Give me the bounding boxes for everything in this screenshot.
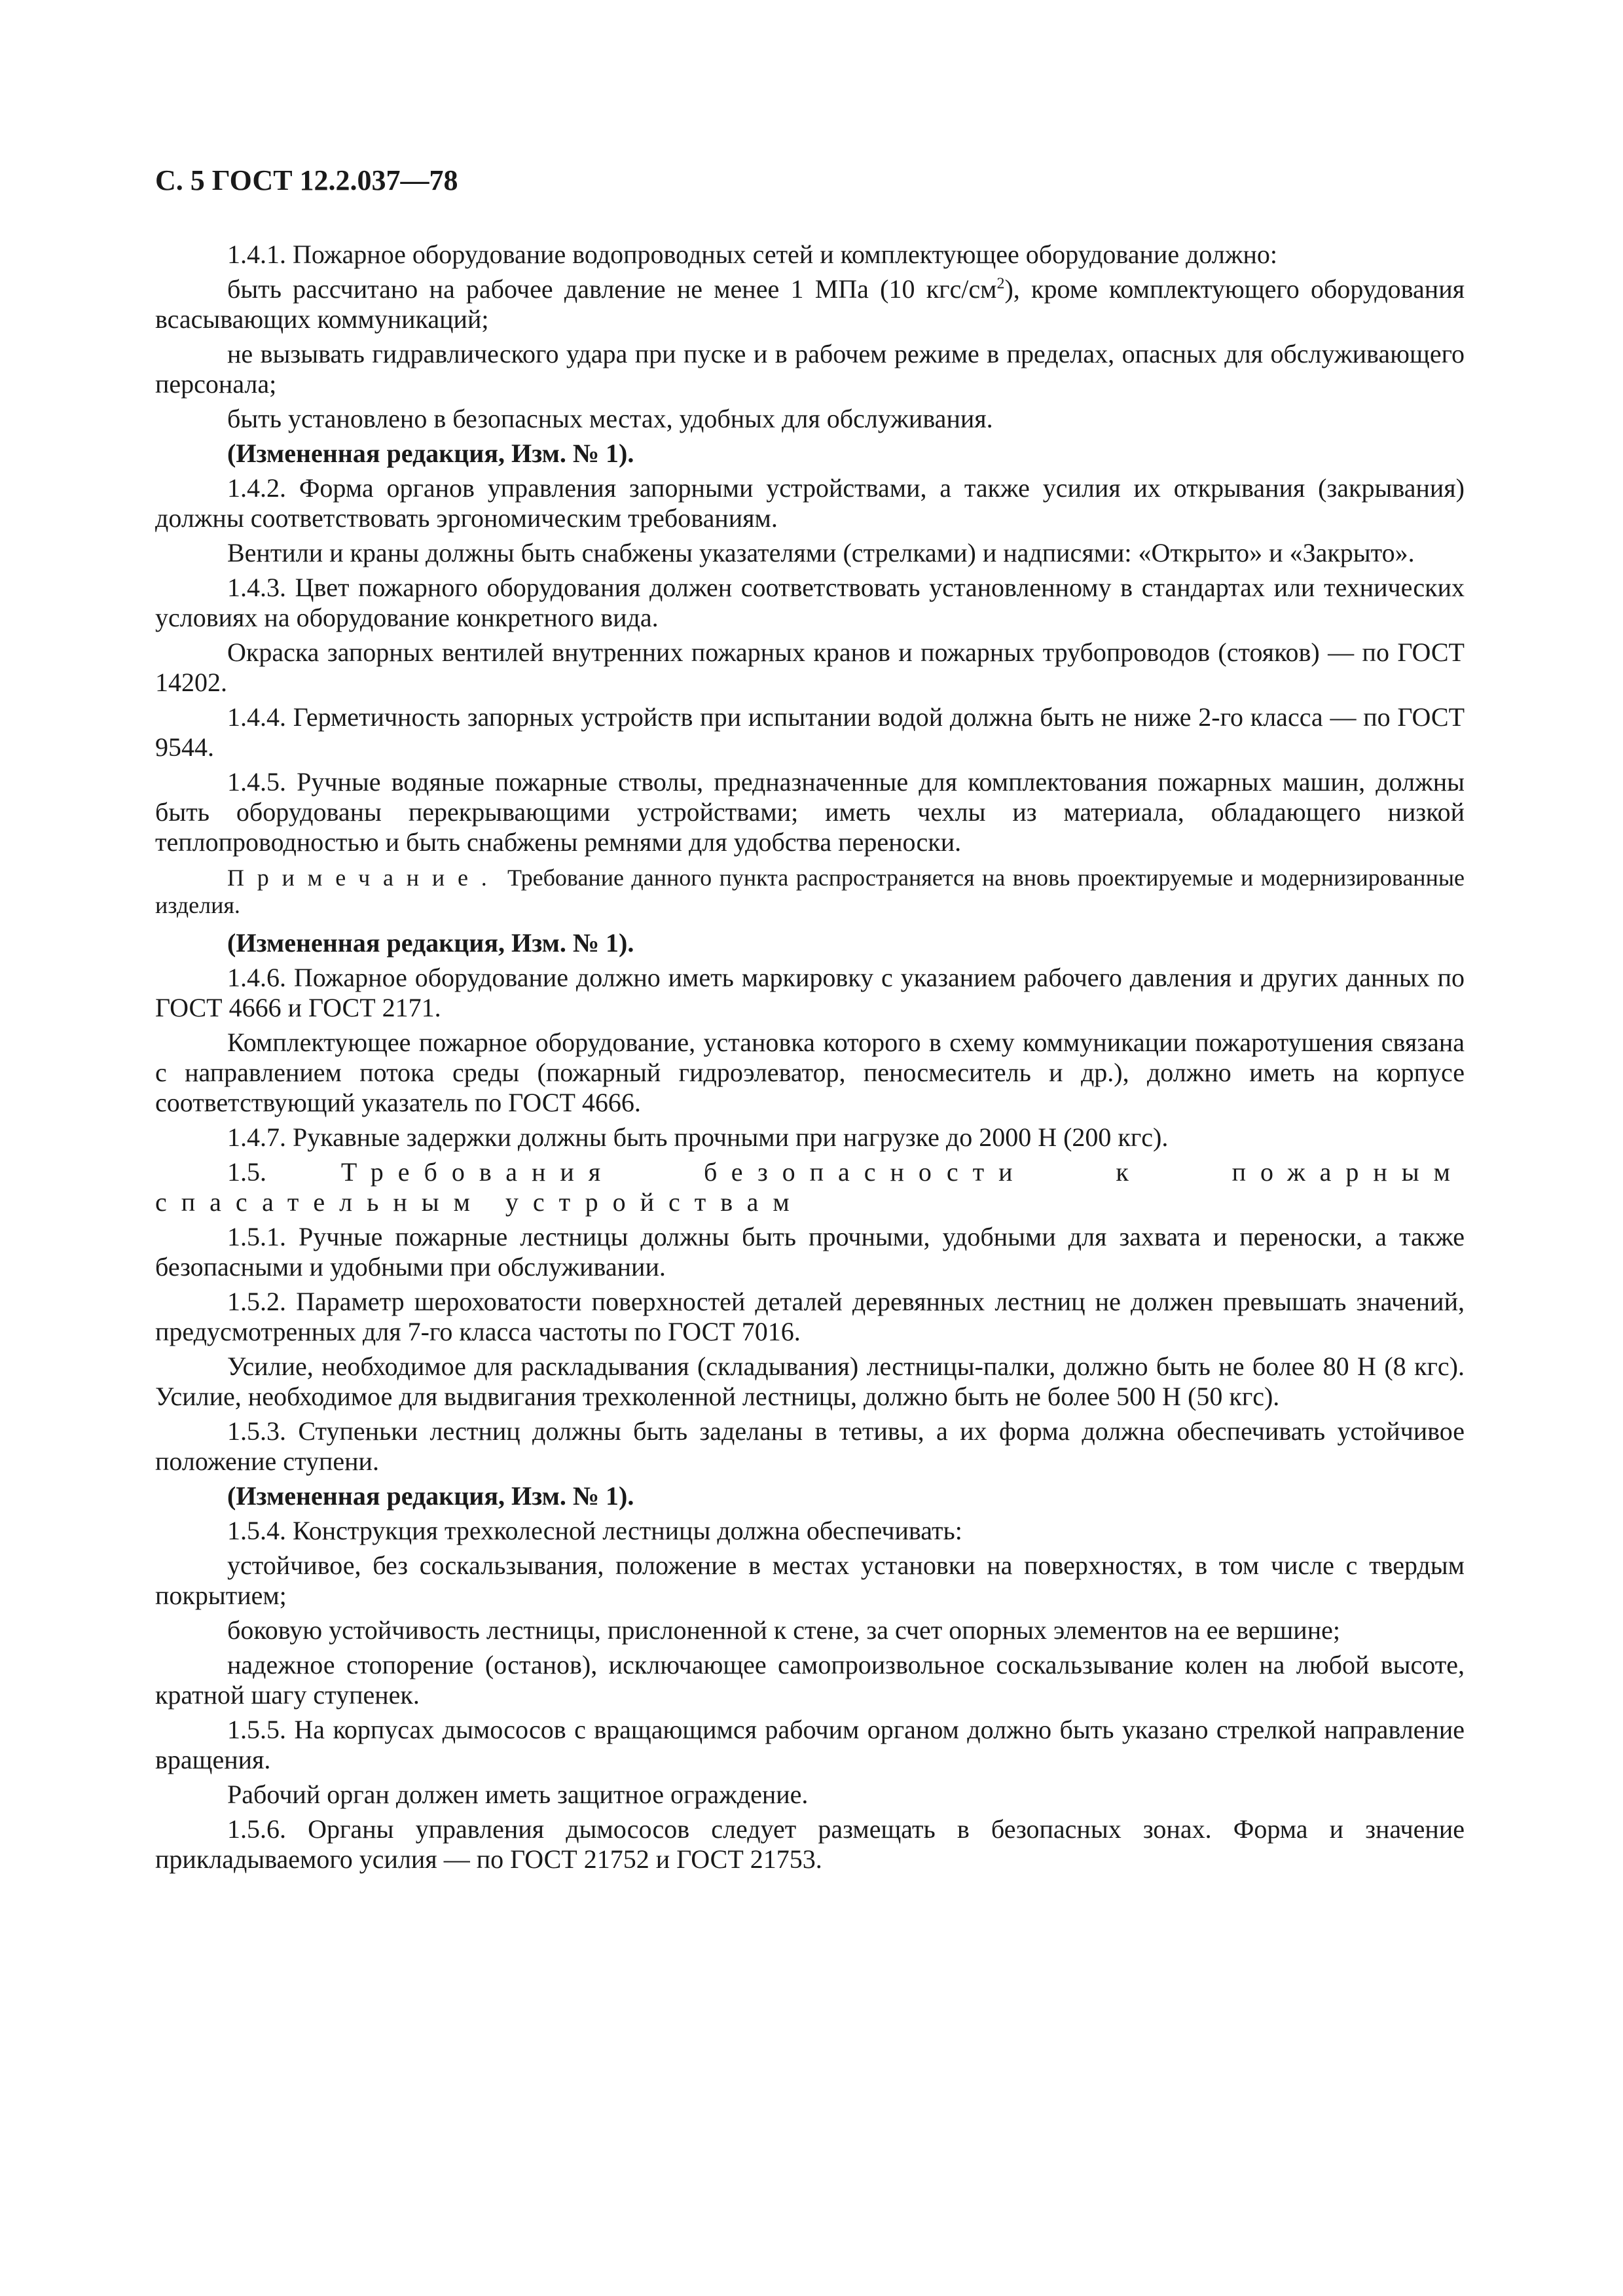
paragraph-1-4-4: 1.4.4. Герметичность запорных устройств при испытании водой должна быть не ниже 2-го класса — по ГОСТ 9544. (155, 702, 1465, 762)
note-paragraph (155, 864, 1465, 919)
paragraph-install: быть установлено в безопасных местах, удобных для обслуживания. (227, 404, 993, 433)
document-page (155, 164, 1465, 1879)
section-number: 1.5. (227, 1157, 266, 1187)
paragraph-guard: Рабочий орган должен иметь защитное ограждение. (227, 1780, 809, 1809)
paragraph-1-4-5: 1.4.5. Ручные водяные пожарные стволы, предназначенные для комплектования пожарных машин, должны быть оборудованы перекрывающими устройствами; иметь чехлы из материала, обладающего низкой теплопроводностью и быть снабжены ремнями для удобства переноски. (155, 767, 1465, 857)
paragraph-1-5-5: 1.5.5. На корпусах дымососов с вращающимся рабочим органом должно быть указано стрелкой направление вращения. (155, 1715, 1465, 1774)
paragraph-stability: устойчивое, без соскальзывания, положение в местах установки на поверхностях, в том числе с твердым покрытием; (155, 1551, 1465, 1610)
paragraph-lateral: боковую устойчивость лестницы, прислоненной к стене, за счет опорных элементов на ее вершине; (227, 1615, 1340, 1645)
paragraph-locking: надежное стопорение (останов), исключающее самопроизвольное соскальзывание колен на любой высоте, кратной шагу ступенек. (155, 1650, 1465, 1710)
paragraph-painting: Окраска запорных вентилей внутренних пожарных кранов и пожарных трубопроводов (стояков) — по ГОСТ 14202. (155, 637, 1465, 697)
paragraph-1-4-3: 1.4.3. Цвет пожарного оборудования должен соответствовать установленному в стандартах или технических условиях на оборудование конкретного вида. (155, 573, 1465, 632)
paragraph-1-5-6: 1.5.6. Органы управления дымососов следует размещать в безопасных зонах. Форма и значение прикладываемого усилия — по ГОСТ 21752 и ГОСТ 21753. (155, 1814, 1465, 1874)
paragraph-1-5-2: 1.5.2. Параметр шероховатости поверхностей деталей деревянных лестниц не должен превышать значений, предусмотренных для 7-го класса частоты по ГОСТ 7016. (155, 1287, 1465, 1346)
section-title: Требования безопасности к пожарным спасательным устройствам (155, 1157, 1465, 1217)
paragraph-1-4-2: 1.4.2. Форма органов управления запорными устройствами, а также усилия их открывания (закрывания) должны соответствовать эргономическим требованиям. (155, 473, 1465, 533)
paragraph-pressure (155, 274, 1465, 334)
pressure-text-b: ), кроме комплектующего оборудования всасывающих коммуникаций; (155, 274, 1465, 334)
section-heading-1-5 (155, 1157, 1465, 1217)
paragraph-1-5-3: 1.5.3. Ступеньки лестниц должны быть заделаны в тетивы, а их форма должна обеспечивать устойчивое положение ступени. (155, 1416, 1465, 1476)
paragraph-1-4-6: 1.4.6. Пожарное оборудование должно иметь маркировку с указанием рабочего давления и других данных по ГОСТ 4666 и ГОСТ 2171. (155, 963, 1465, 1022)
paragraph-1-5-1: 1.5.1. Ручные пожарные лестницы должны быть прочными, удобными для захвата и переноски, а также безопасными и удобными при обслуживании. (155, 1222, 1465, 1282)
note-text: Требование данного пункта распространяется на вновь проектируемые и модернизированные изделия. (155, 865, 1465, 918)
paragraph-hydraulic: не вызывать гидравлического удара при пуске и в рабочем режиме в пределах, опасных для обслуживающего персонала; (155, 339, 1465, 399)
paragraph-force: Усилие, необходимое для раскладывания (складывания) лестницы-палки, должно быть не более 80 Н (8 кгс). Усилие, необходимое для выдвигания трехколенной лестницы, должно быть не более 500 Н (50 кгс). (155, 1352, 1465, 1411)
paragraph-valves: Вентили и краны должны быть снабжены указателями (стрелками) и надписями: «Открыто» и «Закрыто». (227, 538, 1415, 567)
amendment-note-1: (Измененная редакция, Изм. № 1). (227, 439, 634, 468)
note-label: Примечание. (227, 865, 500, 891)
paragraph-1-4-1: 1.4.1. Пожарное оборудование водопроводных сетей и комплектующее оборудование должно: (227, 240, 1278, 269)
amendment-note-3: (Измененная редакция, Изм. № 1). (227, 1481, 634, 1511)
paragraph-equipment: Комплектующее пожарное оборудование, установка которого в схему коммуникации пожаротушения связана с направлением потока среды (пожарный гидроэлеватор, пеносмеситель и др.), должно иметь на корпусе соответствующий указатель по ГОСТ 4666. (155, 1028, 1465, 1117)
pressure-superscript: 2 (996, 275, 1005, 293)
amendment-note-2: (Измененная редакция, Изм. № 1). (227, 928, 634, 958)
paragraph-1-4-7: 1.4.7. Рукавные задержки должны быть прочными при нагрузке до 2000 Н (200 кгс). (227, 1122, 1169, 1152)
pressure-text-a: быть рассчитано на рабочее давление не менее 1 МПа (10 кгс/см (227, 274, 997, 304)
page-header: С. 5 ГОСТ 12.2.037—78 (155, 164, 458, 196)
paragraph-1-5-4: 1.5.4. Конструкция трехколесной лестницы должна обеспечивать: (227, 1516, 962, 1545)
